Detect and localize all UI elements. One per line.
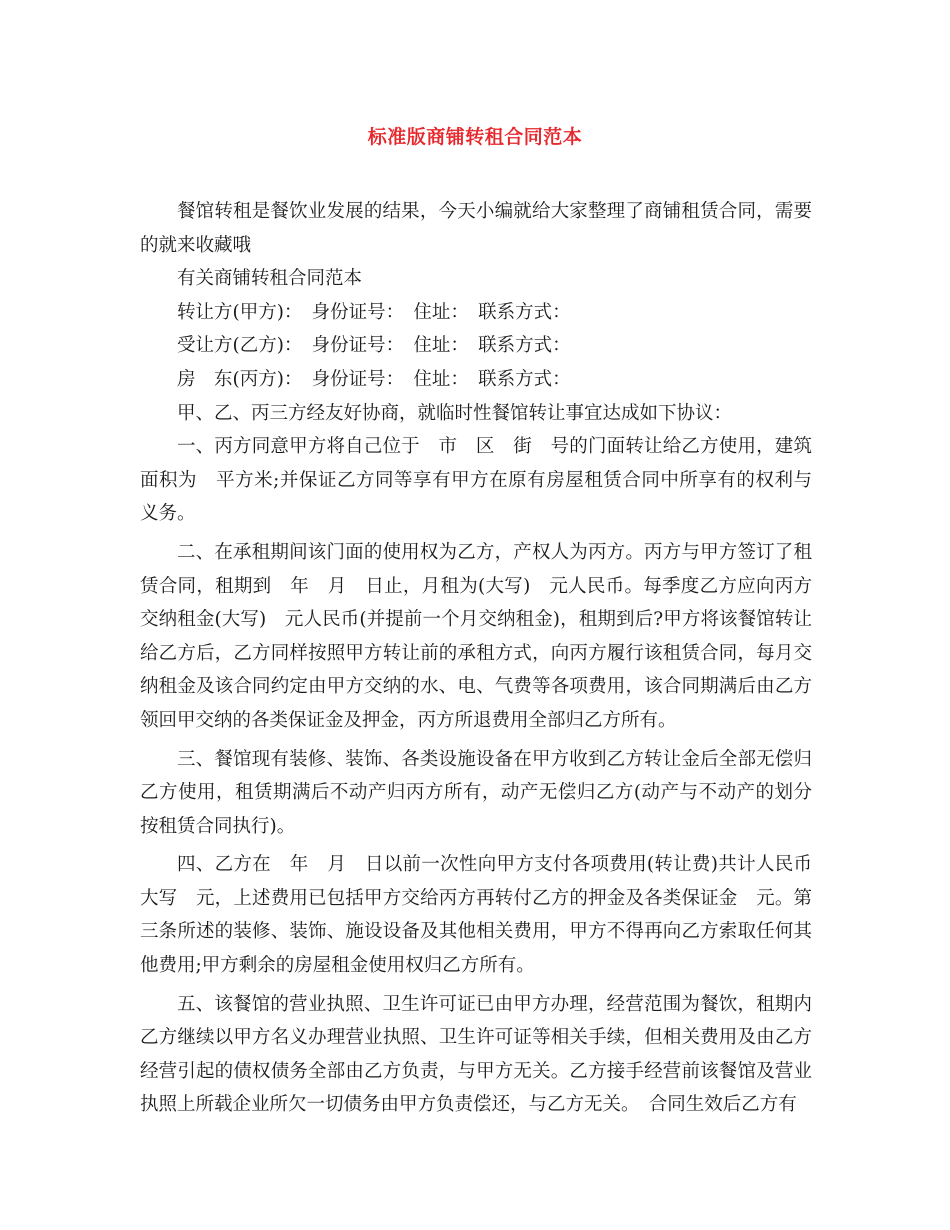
clause-3: 三、餐馆现有装修、装饰、各类设施设备在甲方收到乙方转让金后全部无偿归乙方使用，租赁期满后不动产归丙方所有，动产无偿归乙方(动产与不动产的划分按租赁合同执行)。	[140, 748, 812, 837]
document-body	[140, 190, 812, 1122]
subtitle-paragraph: 有关商铺转租合同范本	[177, 268, 363, 290]
document-title: 标准版商铺转租合同范本	[367, 126, 583, 148]
clause-5: 五、该餐馆的营业执照、卫生许可证已由甲方办理，经营范围为餐饮，租期内乙方继续以甲方名义办理营业执照、卫生许可证等相关手续，但相关费用及由乙方经营引起的债权债务全部由乙方负责，与甲方无关。乙方接手经营前该餐馆及营业执照上所载企业所欠一切债务由甲方负责偿还，与乙方无关。 合同生效后乙方有	[140, 993, 812, 1116]
clause-2: 二、在承租期间该门面的使用权为乙方，产权人为丙方。丙方与甲方签订了租赁合同，租期到 年 月 日止，月租为(大写) 元人民币。每季度乙方应向丙方交纳租金(大写) 元人民币(并提前一个月交纳租金)，租期到后?甲方将该餐馆转让给乙方后，乙方同样按照甲方转让前的承租方式，向丙方履行该租赁合同，每月交纳租金及该合同约定由甲方交纳的水、电、气费等各项费用，该合同期满后由乙方领回甲交纳的各类保证金及押金，丙方所退费用全部归乙方所有。	[140, 541, 812, 731]
party-b-line: 受让方(乙方)： 身份证号： 住址： 联系方式：	[177, 335, 571, 357]
clause-4: 四、乙方在 年 月 日以前一次性向甲方支付各项费用(转让费)共计人民币大写 元，上述费用已包括甲方交给丙方再转付乙方的押金及各类保证金 元。第三条所述的装修、装饰、施设设备及其他相关费用，甲方不得再向乙方索取任何其他费用;甲方剩余的房屋租金使用权归乙方所有。	[140, 854, 812, 977]
party-c-line: 房 东(丙方)： 身份证号： 住址： 联系方式：	[177, 368, 571, 390]
agreement-intro: 甲、乙、丙三方经友好协商，就临时性餐馆转让事宜达成如下协议：	[177, 402, 733, 424]
intro-paragraph: 餐馆转租是餐饮业发展的结果，今天小编就给大家整理了商铺租赁合同，需要的就来收藏哦	[140, 201, 812, 256]
clause-1: 一、丙方同意甲方将自己位于 市 区 街 号的门面转让给乙方使用，建筑面积为 平方米;并保证乙方同等享有甲方在原有房屋租赁合同中所享有的权利与义务。	[140, 436, 812, 525]
party-a-line: 转让方(甲方)： 身份证号： 住址： 联系方式：	[177, 301, 571, 323]
